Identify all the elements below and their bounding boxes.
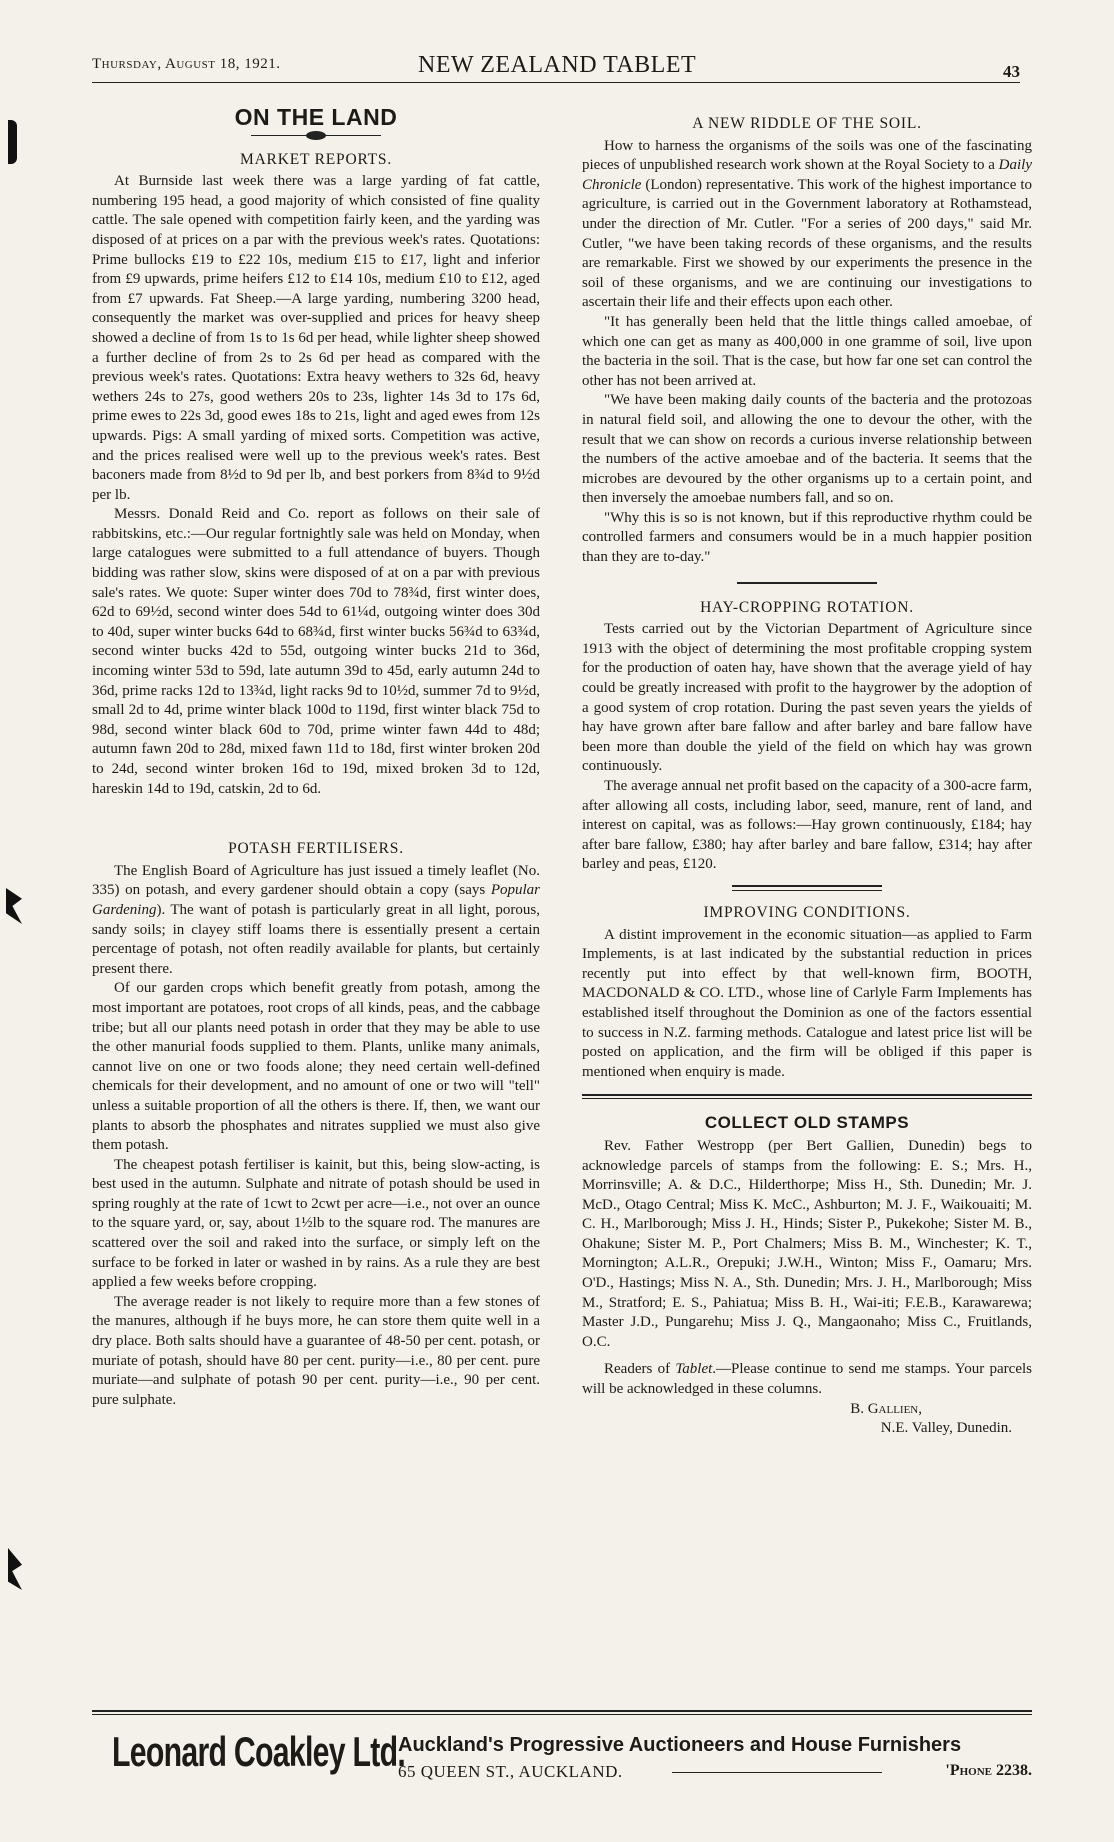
stamps-p2-paper: Tablet	[675, 1361, 713, 1378]
advertiser-name: Leonard Coakley Ltd.	[112, 1728, 406, 1775]
hay-paragraph-1: Tests carried out by the Victorian Department of Agriculture since 1913 with the object of determining the most profitable cropping system for the production of oaten hay, have shown that the average yield of hay could be greatly increased with profit to the haygrower by the adoption of a good system of crop rotation. During the past seven years the yields of hay have grown after bare fallow and after barley and bare fallow have been more than double the yield of the field on which hay was grown continuously.	[582, 621, 1032, 775]
page-number: 43	[1003, 62, 1020, 81]
riddle-p1-start: How to harness the organisms of the soils was one of the fascinating pieces of unpublished research work shown at the Royal Society to a	[582, 137, 1032, 174]
margin-mark-top	[8, 120, 17, 164]
stamps-p2-start: Readers of	[604, 1361, 676, 1378]
margin-mark-bottom	[8, 1548, 22, 1590]
stamps-paragraph-1: Rev. Father Westropp (per Bert Gallien, Dunedin) begs to acknowledge parcels of stamps from the following: E. S.; Mrs. H., Morrinsville; A. & D.C., Hilderthorpe; Miss H., Sth. Dunedin; Mr. J. McD., Otago Central; Miss K. McC., Ashburton; M. J. F., Waikouaiti; M. C. H., Marlborough; Miss J. H., Hinds; Sister P., Pukekohe; Sister M. B., Ohakune; Sister M. P., Port Chalmers; Miss B. M., Winchester; K. T., Mornington; A.L.R., Orepuki; J.W.H., Winton; Miss F., Oamaru; Mrs. O'D., Hastings; Miss N. A., Sth. Dunedin; Mrs. J. H., Marlborough; Miss M., Stratford; E. S., Pahiatua; Miss B. H., Wai-iti; F.E.B., Karawarewa; Master J.D., Pungarehu; Miss J. Q., Mangaonaho; Miss C., Fruitlands, O.C.	[582, 1137, 1032, 1350]
market-reports-title: MARKET REPORTS.	[239, 150, 393, 168]
potash-p1-start: The English Board of Agriculture has just issued a timely leaflet (No. 335) on potash, and every gardener should obtain a copy (says	[92, 862, 540, 899]
potash-paragraph-2: Of our garden crops which benefit greatly from potash, among the most important are potatoes, root crops of all kinds, peas, and the cabbage tribe; but all our plants need potash in order that they may be able to use the other manurial foods supplied to them. Plants, unlike many animals, cannot live on one or two foods alone; they need certain well-defined chemicals for their development, and no amount of one or two will "tell" unless a suitable proportion of all the others is there. If, then, we want our plants to absorb the phosphates and nitrates supplied we must also give them potash.	[92, 980, 540, 1154]
margin-mark-middle	[6, 888, 22, 924]
stamps-signature: B. Gallien,	[850, 1400, 922, 1417]
potash-paragraph-3: The cheapest potash fertiliser is kainit, but this, being slow-acting, is best used in the autumn. Sulphate and nitrate of potash should be used in spring roughly at the rate of 1cwt to 2cwt per acre—i.e., not over an ounce to the square yard, or, say, about 1½lb to the square rod. The manures are scattered over the soil and raked into the surface, or simply left on the surface to be forked in later or washed in by rains. As a rule they are best applied a few weeks before cropping.	[92, 1156, 540, 1291]
header-date: Thursday, August 18, 1921.	[92, 56, 281, 72]
advertiser-phone: 'Phone 2238.	[945, 1762, 1032, 1779]
market-reports-paragraph-2: Messrs. Donald Reid and Co. report as follows on their sale of rabbitskins, etc.:—Our regular fortnightly sale was held on Monday, when large catalogues were submitted to a full attendance of buyers. Though bidding was rather slow, skins were disposed of at on a par with previous sale's rates. We quote: Super winter does 70d to 78¾d, first winter does, 62d to 69½d, second winter does 54d to 61¼d, outgoing winter does 30d to 40d, super winter bucks 64d to 68¾d, first winter bucks 56¾d to 63¾d, second winter bucks 42d to 55d, outgoing winter bucks 21d to 36d, incoming winter 53d to 59d, late autumn 39d to 45d, early autumn 24d to 36d, prime racks 12d to 13¾d, light racks 9d to 10½d, summer 7d to 9½d, small 2d to 4d, prime winter black 100d to 119d, first winter black 75d to 98d, second winter black 60d to 70d, prime winter fawn 44d to 48d; autumn fawn 20d to 28d, mixed fawn 11d to 18d, first winter broken 20d to 24d, second winter broken 16d to 19d, mixed broken 3d to 12d, hareskin 14d to 19d, catskin, 2d to 6d.	[92, 506, 540, 797]
footer-rule	[92, 1710, 1032, 1715]
stamps-title: COLLECT OLD STAMPS	[704, 1113, 910, 1133]
market-reports-paragraph-1: At Burnside last week there was a large yarding of fat cattle, numbering 195 head, a good majority of which consisted of fine quality cattle. The sale opened with competition fairly keen, and the yarding was disposed of at prices on a par with the previous week's rates. Quotations: Prime bullocks £19 to £22 10s, medium £15 to £17, light and inferior from £9 upwards, prime heifers £12 to £14 10s, medium £10 to £12, aged from £7 upwards. Fat Sheep.—A large yarding, numbering 3200 head, consequently the market was over-supplied and prices for heavy sheep showed a decline of from 1s to 1s 6d per head, while lighter sheep showed a further decline of from 2s to 2s 6d per head as compared with the previous week's rates. Quotations: Extra heavy wethers to 32s 6d, heavy wethers 24s to 27s, good wethers 20s to 23s, lighter 14s 3d to 17s 6d, prime ewes to 22s 3d, good ewes 18s to 21s, light and aged ewes from 12s upwards. Pigs: A small yarding of mixed sorts. Competition was active, and the prices realised were well up to the previous week's rates. Best baconers made from 8½d to 9d per lb, and best porkers from 8¾d to 9½d per lb.	[92, 173, 540, 503]
advertisement-footer	[112, 1728, 1032, 1792]
section-divider	[582, 1094, 1032, 1099]
riddle-p1-end: (London) representative. This work of the highest importance to agriculture, is carried out in the Government laboratory at Rothamstead, under the direction of Mr. Cutler. "For a series of 200 days," said Mr. Cutler, "we have been taking records of these organisms, and the results are remarkable. First we showed by our experiments the presence in the soil of these organisms, and we are continuing our investigations to ascertain their life and their effects upon each other.	[582, 176, 1032, 311]
conditions-title: IMPROVING CONDITIONS.	[703, 903, 911, 921]
advertiser-tagline: Auckland's Progressive Auctioneers and House Furnishers	[398, 1734, 962, 1756]
stamps-address: N.E. Valley, Dunedin.	[880, 1420, 1012, 1437]
section-divider	[732, 885, 882, 891]
left-column	[92, 104, 540, 1410]
hay-title: HAY-CROPPING ROTATION.	[700, 598, 914, 616]
stamps-p2-end: .—Please continue to send me stamps. Your parcels will be acknowledged in these columns.	[582, 1361, 1032, 1398]
advertiser-address: 65 QUEEN ST., AUCKLAND.	[398, 1762, 623, 1781]
riddle-title: A NEW RIDDLE OF THE SOIL.	[692, 115, 922, 132]
section-divider	[737, 582, 877, 584]
riddle-p1-source: Daily Chronicle	[582, 157, 1032, 193]
hay-paragraph-2: The average annual net profit based on the capacity of a 300-acre farm, after allowing all costs, including labor, seed, manure, rent of land, and interest on capital, was as follows:—Hay grown continuously, £184; hay after bare fallow, £380; hay after barley and bare fallow, £314; hay after barley and peas, £120.	[582, 778, 1032, 873]
riddle-paragraph-1	[582, 137, 1032, 313]
potash-p1-end: ). The want of potash is particularly great in all light, porous, sandy soils; in clayey stiff loams there is essentially present a certain percentage of potash, not often readily available for plants, but certainly present there.	[92, 901, 540, 977]
page-header	[92, 52, 1020, 83]
potash-p1-source: Popular Gardening	[92, 882, 540, 918]
riddle-paragraph-4: "Why this is so is not known, but if this reproductive rhythm could be controlled farmers and consumers would be in a much happier position than they are to-day."	[582, 509, 1032, 566]
potash-paragraph-1	[92, 862, 540, 980]
heading-ornament	[251, 132, 381, 140]
section-heading: ON THE LAND	[234, 104, 398, 130]
conditions-paragraph: A distint improvement in the economic situation—as applied to Farm Implements, is at last indicated by the substantial reduction in prices recently put into effect by that well-known firm, BOOTH, MACDONALD & CO. LTD., whose line of Carlyle Farm Implements has established itself throughout the Dominion as one of the factors essential to success in N.Z. farming methods. Catalogue and latest price list will be posted on application, and the firm will be obliged if this paper is mentioned when enquiry is made.	[582, 926, 1032, 1080]
right-column	[582, 108, 1032, 1439]
stamps-paragraph-2	[582, 1360, 1032, 1399]
riddle-paragraph-3: "We have been making daily counts of the bacteria and the protozoas in natural field soil, and allowing the one to devour the other, with the result that we can show on records a curious inverse relationship between the numbers of the active amoebae and of the bacteria. It seems that the microbes are devoured by the other organisms up to a certain point, and then inversely the amoebae numbers fall, and so on.	[582, 392, 1032, 507]
potash-title: POTASH FERTILISERS.	[228, 840, 404, 858]
potash-paragraph-4: The average reader is not likely to require more than a few stones of the manures, although if he buys more, he can store them quite well in a dry place. Both salts should have a guarantee of 48-50 per cent. potash, or muriate of potash, should have 80 per cent. purity—i.e., 80 per cent. pure muriate—and sulphate of potash 90 per cent. purity—i.e., 90 per cent. pure sulphate.	[92, 1293, 540, 1408]
riddle-paragraph-2: "It has generally been held that the little things called amoebae, of which one can get as many as 400,000 in one gramme of soil, live upon the bacteria in the soil. That is the case, but how far one set can control the other has not been arrived at.	[582, 313, 1032, 389]
header-title: NEW ZEALAND TABLET	[418, 52, 697, 78]
footer-dash-line	[672, 1772, 882, 1773]
